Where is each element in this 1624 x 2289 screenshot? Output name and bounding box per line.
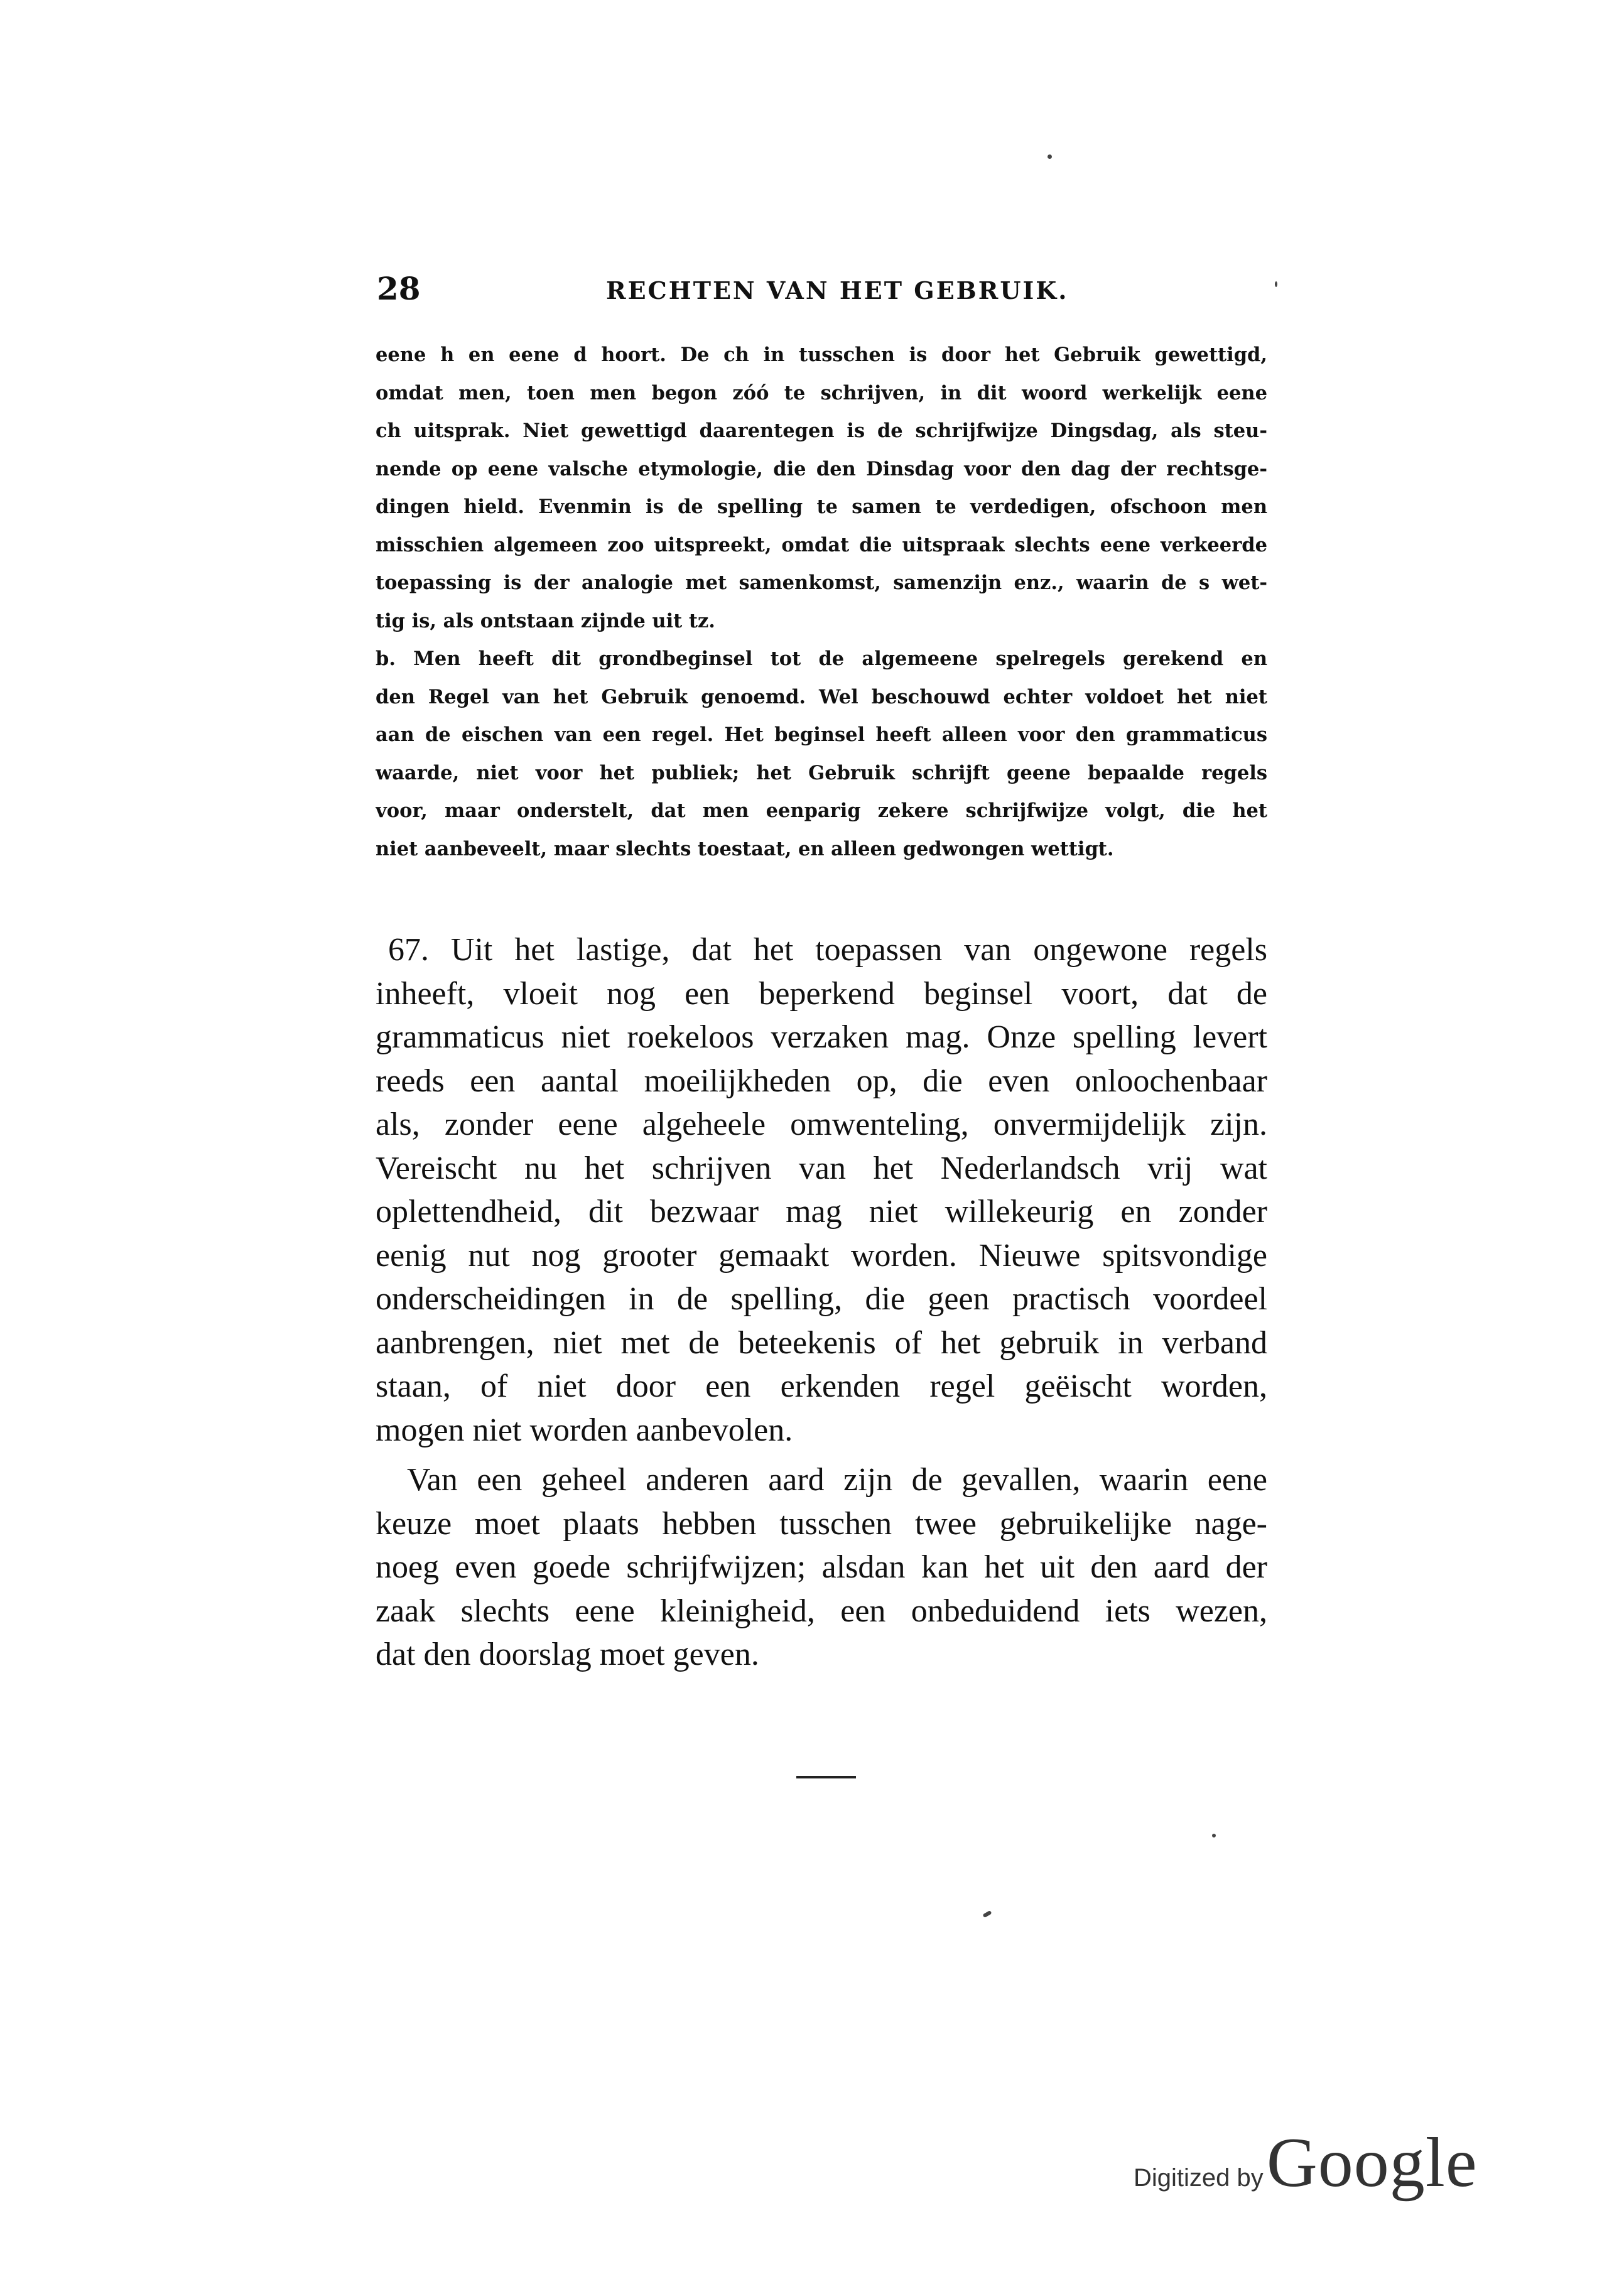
text-line: grammaticus niet roekeloos verzaken mag. Onze spelling levert — [376, 1019, 1267, 1055]
text-line: Vereischt nu het schrijven van het Nederlandsch vrij wat — [376, 1150, 1267, 1186]
scan-speck — [1275, 281, 1277, 287]
text-line: dat den doorslag moet geven. — [376, 1637, 759, 1672]
paragraph-2 — [376, 1458, 1267, 1677]
text-line: staan, of niet door een erkenden regel geëischt worden, — [376, 1368, 1267, 1404]
small-print-notes — [376, 336, 1267, 868]
watermark-prefix: Digitized by — [1134, 2164, 1264, 2192]
text-line: onderscheidingen in de spelling, die geen practisch voordeel — [376, 1281, 1267, 1317]
note-line: dingen hield. Evenmin is de spelling te samen te verdedigen, ofschoon men — [376, 495, 1267, 518]
page-number: 28 — [377, 270, 421, 307]
note-line: waarde, niet voor het publiek; het Gebruik schrijft geene bepaalde regels — [376, 761, 1267, 784]
text-line: zaak slechts eene kleinigheid, een onbeduidend iets wezen, — [376, 1593, 1267, 1629]
note-line: toepassing is der analogie met samenkomst, samenzijn enz., waarin de s wet- — [376, 571, 1267, 594]
paragraph-1 — [376, 928, 1267, 1452]
scan-speck — [1047, 154, 1052, 159]
text-line: Van een geheel anderen aard zijn de gevallen, waarin eene — [407, 1462, 1267, 1498]
text-line: oplettendheid, dit bezwaar mag niet willekeurig en zonder — [376, 1194, 1267, 1230]
paragraph-gap — [376, 1452, 1267, 1458]
text-line: reeds een aantal moeilijkheden op, die even onloochenbaar — [376, 1063, 1267, 1099]
text-line: eenig nut nog grooter gemaakt worden. Nieuwe spitsvondige — [376, 1237, 1267, 1274]
text-line: keuze moet plaats hebben tusschen twee gebruikelijke nage- — [376, 1505, 1267, 1542]
note-line: b. Men heeft dit grondbeginsel tot de algemeene spelregels gerekend en — [376, 647, 1267, 670]
text-line: 67. Uit het lastige, dat het toepassen van ongewone regels — [388, 932, 1267, 968]
google-logo: Google — [1266, 2124, 1478, 2202]
text-line: inheeft, vloeit nog een beperkend beginsel voort, dat de — [376, 975, 1267, 1012]
scan-speck — [982, 1910, 992, 1918]
note-line: ch uitsprak. Niet gewettigd daarentegen is de schrijfwijze Dingsdag, als steu- — [376, 419, 1267, 442]
note-line: aan de eischen van een regel. Het beginsel heeft alleen voor den grammaticus — [376, 723, 1267, 746]
note-line: tig is, als ontstaan zijnde uit tz. — [376, 609, 715, 632]
note-line: eene h en eene d hoort. De ch in tusschen is door het Gebruik gewettigd, — [376, 344, 1267, 366]
digitized-by-google-watermark — [1134, 2123, 1478, 2204]
section-67-text — [376, 928, 1267, 1677]
note-line: misschien algemeen zoo uitspreekt, omdat die uitspraak slechts eene verkeerde — [376, 533, 1267, 556]
text-line: aanbrengen, niet met de beteekenis of het gebruik in verband — [376, 1324, 1267, 1361]
scan-speck — [1212, 1834, 1216, 1837]
note-line: nende op eene valsche etymologie, die den Dinsdag voor den dag der rechtsge- — [376, 457, 1267, 480]
running-head: RECHTEN VAN HET GEBRUIK. — [606, 276, 1069, 305]
note-line: den Regel van het Gebruik genoemd. Wel beschouwd echter voldoet het niet — [376, 685, 1267, 708]
text-line: mogen niet worden aanbevolen. — [376, 1412, 793, 1448]
section-end-rule — [796, 1776, 856, 1778]
text-line: noeg even goede schrijfwijzen; alsdan kan het uit den aard der — [376, 1549, 1267, 1585]
note-line: niet aanbeveelt, maar slechts toestaat, en alleen gedwongen wettigt. — [376, 837, 1114, 860]
note-line: voor, maar onderstelt, dat men eenparig zekere schrijfwijze volgt, die het — [376, 799, 1267, 822]
text-line: als, zonder eene algeheele omwenteling, onvermijdelijk zijn. — [376, 1107, 1267, 1142]
note-line: omdat men, toen men begon zóó te schrijven, in dit woord werkelijk eene — [376, 381, 1267, 404]
